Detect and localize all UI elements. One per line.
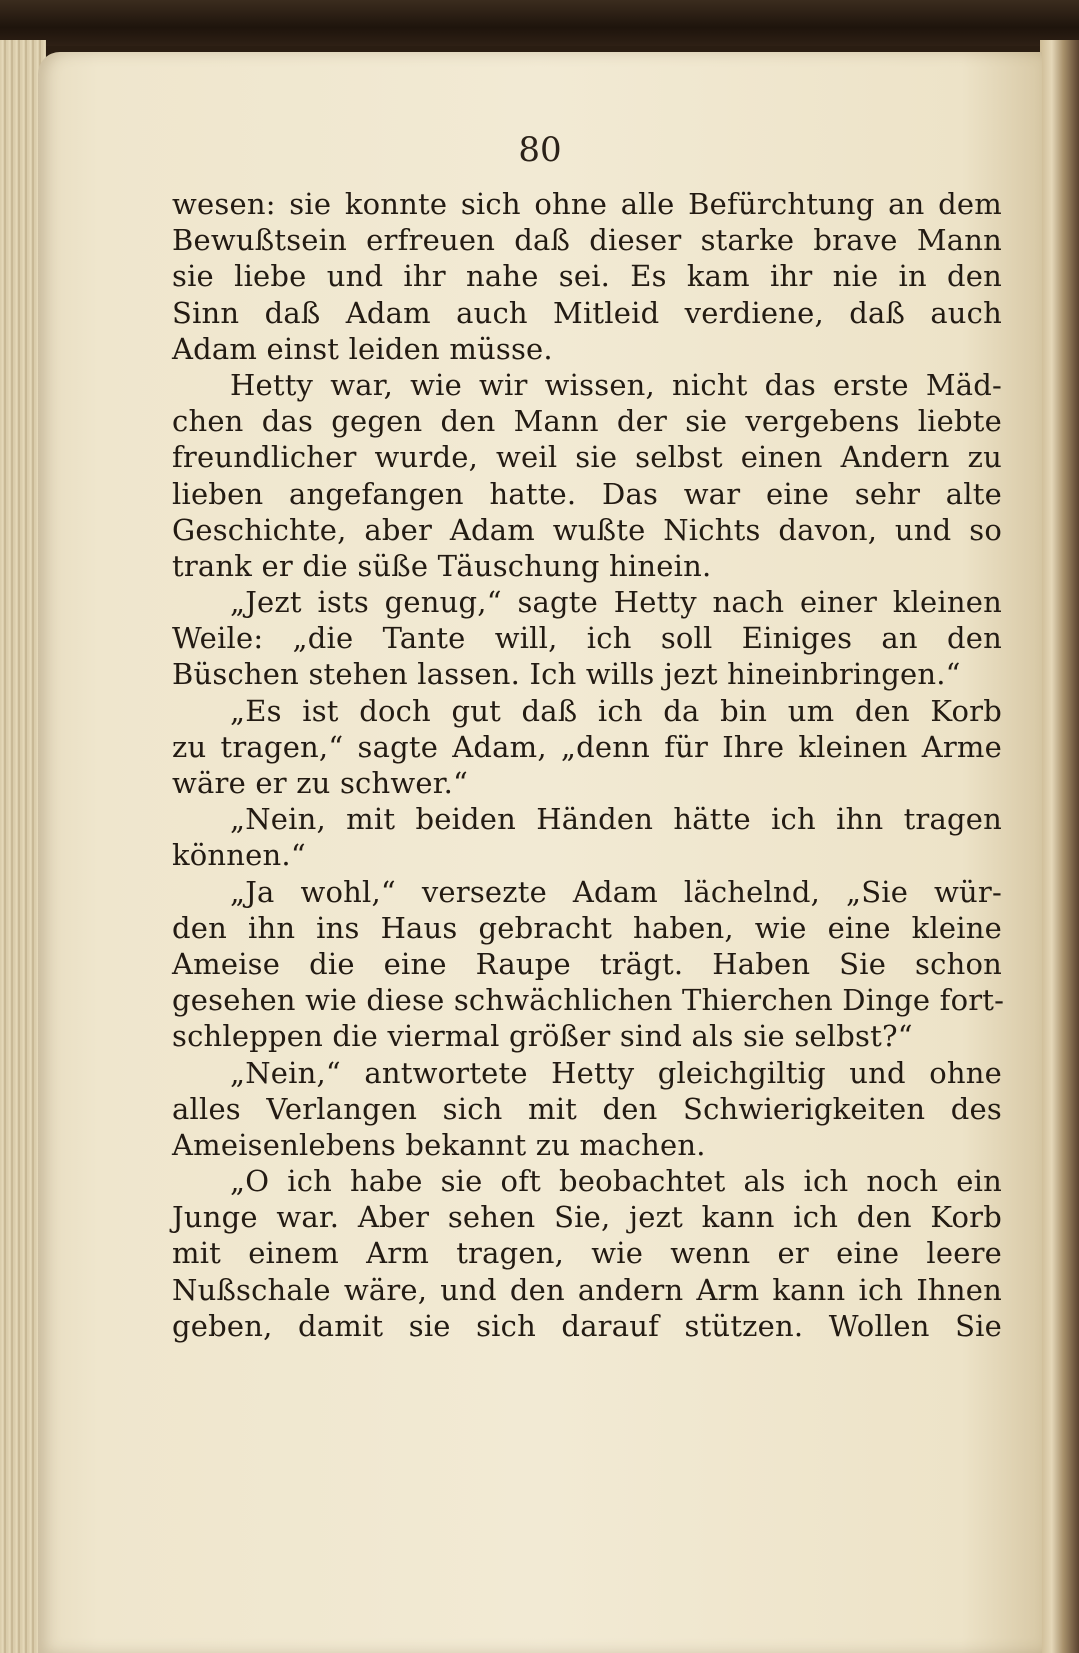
text-line: Ameise die eine Raupe trägt. Haben Sie schon bbox=[172, 946, 1002, 981]
text-line: Weile: „die Tante will, ich soll Einiges an den bbox=[172, 621, 1002, 656]
text-line: „Nein, mit beiden Händen hätte ich ihn tragen bbox=[230, 802, 1002, 837]
page-right-edge bbox=[1040, 40, 1079, 1653]
text-line: Sinn daß Adam auch Mitleid verdiene, daß auch bbox=[172, 295, 1002, 330]
text-line: „Ja wohl,“ versezte Adam lächelnd, „Sie wür- bbox=[230, 874, 1002, 909]
text-line: „O ich habe sie oft beobachtet als ich noch ein bbox=[230, 1164, 1002, 1199]
text-line: Junge war. Aber sehen Sie, jezt kann ich den Korb bbox=[172, 1200, 1002, 1235]
text-line: Büschen stehen lassen. Ich wills jezt hineinbringen.“ bbox=[172, 657, 961, 692]
text-line: „Nein,“ antwortete Hetty gleichgiltig und ohne bbox=[230, 1055, 1002, 1090]
text-line: Geschichte, aber Adam wußte Nichts davon, und so bbox=[172, 512, 1002, 547]
text-line: gesehen wie diese schwächlichen Thierchen Dinge fort- bbox=[172, 983, 1005, 1018]
book-spine-edge bbox=[0, 0, 1079, 46]
text-line: freundlicher wurde, weil sie selbst einen Andern zu bbox=[172, 440, 1002, 475]
text-line: Nußschale wäre, und den andern Arm kann ich Ihnen bbox=[172, 1272, 1002, 1307]
text-line: mit einem Arm tragen, wie wenn er eine leere bbox=[172, 1236, 1002, 1271]
text-line: „Jezt ists genug,“ sagte Hetty nach einer kleinen bbox=[230, 585, 1002, 620]
text-line: können.“ bbox=[172, 838, 306, 873]
book-page bbox=[38, 52, 1042, 1653]
page-text-block bbox=[172, 186, 1005, 1344]
text-line: sie liebe und ihr nahe sei. Es kam ihr nie in den bbox=[172, 259, 1002, 294]
text-line: lieben angefangen hatte. Das war eine sehr alte bbox=[172, 476, 1002, 511]
text-line: Bewußtsein erfreuen daß dieser starke brave Mann bbox=[172, 223, 1002, 258]
text-line: Adam einst leiden müsse. bbox=[172, 331, 553, 366]
text-line: geben, damit sie sich darauf stützen. Wollen Sie bbox=[172, 1308, 1002, 1343]
text-line: schleppen die viermal größer sind als sie selbst?“ bbox=[172, 1019, 913, 1054]
text-line: den ihn ins Haus gebracht haben, wie eine kleine bbox=[172, 910, 1002, 945]
text-line: trank er die süße Täuschung hinein. bbox=[172, 548, 712, 583]
page-number: 80 bbox=[518, 130, 562, 170]
text-line: Hetty war, wie wir wissen, nicht das erste Mäd- bbox=[230, 367, 1002, 402]
text-line: zu tragen,“ sagte Adam, „denn für Ihre kleinen Arme bbox=[172, 729, 1002, 764]
text-line: Ameisenlebens bekannt zu machen. bbox=[172, 1127, 706, 1162]
text-line: alles Verlangen sich mit den Schwierigkeiten des bbox=[172, 1091, 1002, 1126]
text-line: chen das gegen den Mann der sie vergebens liebte bbox=[172, 404, 1002, 439]
text-line: wäre er zu schwer.“ bbox=[172, 766, 469, 800]
text-line: wesen: sie konnte sich ohne alle Befürchtung an dem bbox=[172, 187, 1002, 221]
text-line: „Es ist doch gut daß ich da bin um den Korb bbox=[230, 693, 1002, 728]
